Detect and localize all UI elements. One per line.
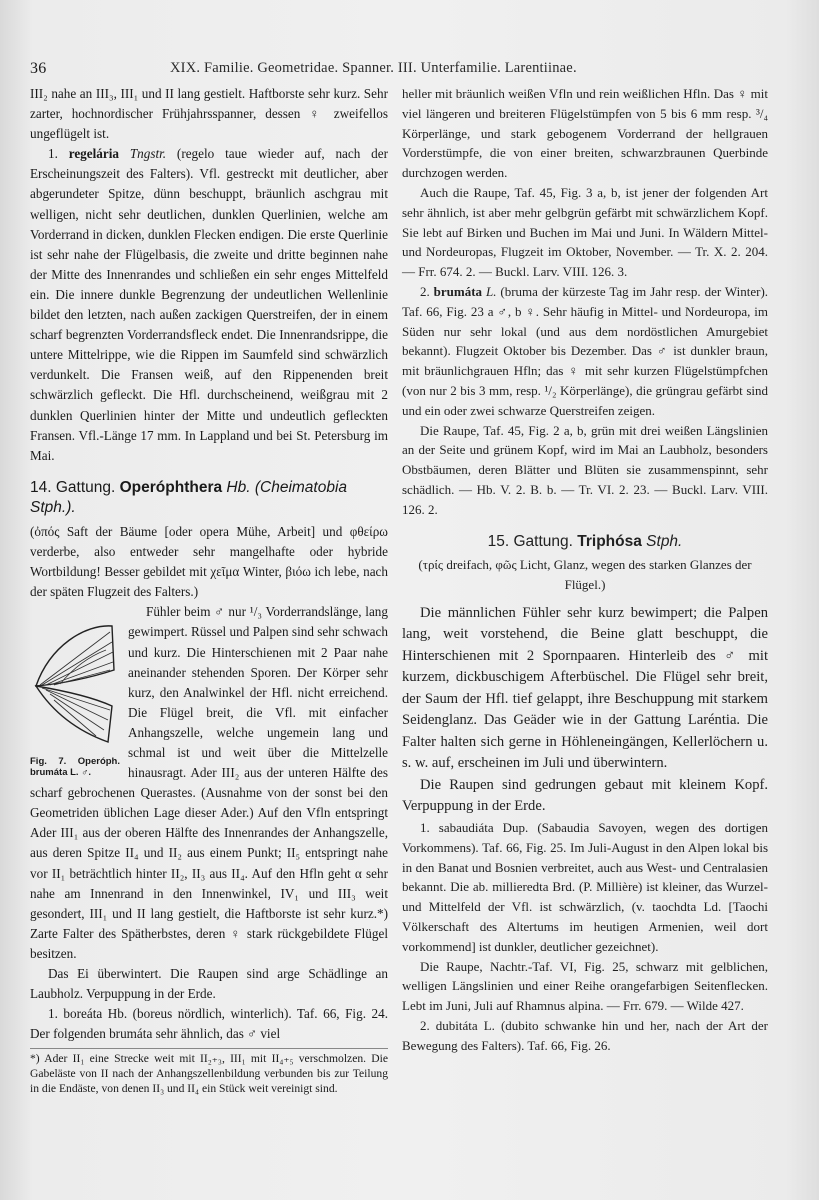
genus-15-etymology: (τρίς dreifach, φῶς Licht, Glanz, wegen des starken Glanzes der Flügel.) <box>418 557 752 593</box>
genus-label: 15. Gattung. <box>487 532 573 550</box>
species-regelaria <box>30 144 388 466</box>
brumata-larva: Die Raupe, Taf. 45, Fig. 2 a, b, grün mit drei weißen Längslinien an der Seite und grünem Kopf, wird im Mai an Laubholz, besonders Obstbäumen, deren Blätter und Blüten sie zusammenspinnt, sehr schädlich. — Hb. V. 2. B. b. — Tr. VI. 2. 23. — Buckl. Larv. VIII. 126. 2. <box>402 422 768 517</box>
figure-operophthera-wing <box>30 606 120 778</box>
left-column <box>30 84 388 1096</box>
species-brumata <box>402 282 768 421</box>
species-author: Tngstr. <box>129 146 167 162</box>
page-number: 36 <box>30 60 47 77</box>
paragraph-genus-13-end: III₂ nahe an III₃, III₁ und II lang gestielt. Haftborste sehr kurz. Sehr zarter, hochnordischer Frühjahrsspanner, dessen ♀ zweifellos ungeflügelt ist. <box>30 86 388 142</box>
genus-15-description: Die männlichen Fühler sehr kurz bewimpert; die Palpen lang, weit vorstehend, die Beine glatt beschuppt, die Hinterschienen mit 2 Spornpaaren. Hinterleib des ♂ mit kurzem, dickbuschigem Afterbüschel. Die Flügel sehr breit, der Saum der Hfl. tief gelappt, ihre Beschuppung mit starkem Seidenglanz. Das Geäder wie in der Gattung Laréntia. Die Falter halten sich gerne in Höhleneingängen, Kellerlöchern u. s. w. auf, erscheinen im Juli und überwintern. <box>402 604 768 772</box>
genus-14-etymology: (ὀπός Saft der Bäume [oder opera Mühe, Arbeit] und φθείρω verderbe, also entweder sehr mangelhafte oder hybride Wortbildung! Besser gebildet mit χεῖμα Winter, βιόω ich lebe, nach der späten Flugzeit des Falters.) <box>30 523 388 600</box>
species-boreata: 1. boreáta Hb. (boreus nördlich, winterlich). Taf. 66, Fig. 24. Der folgenden brumáta sehr ähnlich, das ♂ viel <box>30 1006 388 1042</box>
species-description: (regelo taue wieder auf, nach der Erscheinungszeit des Falters). Vfl. gestreckt mit deutlicher, aber abgerundeter Spitze, dünn beschuppt, bräunlich aschgrau mit welligen, nicht sehr deutlichen, dunklen Querlinien, welche am Vorderrand in dicken, dunklen Flecken endigen. Die erste Querlinie ist sehr nahe der Flügelbasis, die zweite und dritte beginnen nahe der Mitte des Innenrandes und schließen ein sehr enges Mittelfeld ein. Die innere dunkle Begrenzung der undeutlichen Wellenlinie bildet den letzten, nach außen zackigen Querstreifen, der in einem scharf begrenzten Vorderrandsfleck endet. Die Innenrandsrippe, die untere Mittelrippe, wie die Rippen im Saumfeld sind schwärzlich verdunkelt. Die Fransen weiß, auf den Rippenenden breit schwärzlich gefleckt. Die Hfl. durchscheinend, weißgrau mit 2 dunklen Querlinien hinter der Mitte und undeutlich gefleckten Fransen. Vfl.-Länge 17 mm. In Lappland und bei St. Petersburg im Mai. <box>30 146 389 463</box>
genus-15-larva: Die Raupen sind gedrungen gebaut mit kleinem Kopf. Verpuppung in der Erde. <box>402 776 768 815</box>
species-dubitata: 2. dubitáta L. (dubito schwanke hin und her, nach der Art der Bewegung des Falters). Taf. 66, Fig. 26. <box>402 1017 768 1053</box>
boreata-continued: heller mit bräunlich weißen Vfln und rein weißlichen Hfln. Das ♀ mit viel längeren und breiteren Flügelstümpfen von 5 bis 6 mm resp. ³/₄ Körperlänge, und stark gebogenem Vorderrand der hellgrauen Vorderstümpfe, die von einer breiten, schwarzbraunen Querbinde durchzogen werden. <box>402 86 768 181</box>
genus-14-description: Fühler beim ♂ nur ¹/₃ Vorderrandslänge, lang gewimpert. Rüssel und Palpen sind sehr schwach und kurz. Die Hinterschienen mit 2 Paar nahe aneinander stehenden Sporen. Der Körper sehr kurz, den Analwinkel der Hfl. nicht erreichend. Die Flügel breit, die Vfl. mit einfacher Anhangszelle, welche ungemein lang und schmal ist und weit über die Mittelzelle hinausragt. Ader III₂ aus der unteren Hälfte des scharf gebrochenen Querastes. (Ausnahme von der sonst bei den Geometriden üblichen Lage dieser Ader.) Auf den Vfln entspringt Ader III₁ aus der oberen Hälfte des Innenrandes der Anhangszelle, aus deren Spitze II₄ und II₂ aus einem Punkt; II₅ entspringt nahe vor II₁ beträchtlich hinter II₂, II₃ aus II₄. Auf den Hfln geht α sehr nahe am Innenrand in den Innenwinkel, IV₁ und III₃ weit gesondert, III₁ und II lang gestielt, die Haftborste ist sehr kurz.*) Zarte Falter des Spätherbstes, deren ♀ stark rückgebildete Flügel besitzen. <box>30 604 388 961</box>
species-number: 1. <box>48 146 58 162</box>
species-number: 2. <box>420 283 430 299</box>
genus-name: Operóphthera <box>119 478 223 496</box>
genus-14-heading <box>30 478 388 518</box>
species-author: L. <box>485 283 497 299</box>
species-name: regelária <box>68 146 119 162</box>
genus-name: Triphósa <box>577 532 642 550</box>
genus-14-egg-larva: Das Ei überwintert. Die Raupen sind arge Schädlinge an Laubholz. Verpuppung in der Erde. <box>30 966 388 1002</box>
right-column <box>402 84 768 1055</box>
sabaudiata-larva: Die Raupe, Nachtr.-Taf. VI, Fig. 25, schwarz mit gelblichen, welligen Längslinien und einer Reihe orangefarbigen Seitenflecken. Lebt im Juni, Juli auf Rhamnus alpina. — Frr. 679. — Wilde 427. <box>402 958 768 1014</box>
genus-15-heading <box>402 532 768 552</box>
wing-venation-drawing <box>30 606 120 756</box>
genus-author: Stph. <box>646 532 683 550</box>
running-title: XIX. Familie. Geometridae. Spanner. III. Unterfamilie. Larentiinae. <box>170 60 577 76</box>
figure-caption: Fig. 7. Operóph. brumáta L. ♂. <box>30 756 120 779</box>
species-sabaudiata: 1. sabaudiáta Dup. (Sabaudia Savoyen, wegen des dortigen Vorkommens). Taf. 66, Fig. 25. Im Juli-August in den Alpen lokal bis in den Banat und Bosnien verbreitet, auch aus West- und Centralasien bekannt. Die ab. millierеdta Brd. (P. Millière) ist kleiner, das Wurzel- und Mittelfeld der Vfl. ist schwärzlich, (v. taochdta Ld. [Taochi Völkerschaft des Altertums im heutigen Armenien, weil dort vorkommend] ist dunkler, deutlicher gezeichnet). <box>402 819 768 954</box>
running-header <box>30 60 790 82</box>
footnote: *) Ader II₁ eine Strecke weit mit II₂₊₃, III₁ mit II₄₊₅ verschmolzen. Die Gabeläste von II nach der Anhangszellenbildung verbunden bis zur Teilung in die Endäste, von denen II₃ und II₄ ein Stück weit vereinigt sind. <box>30 1048 388 1096</box>
species-description: (bruma der kürzeste Tag im Jahr resp. der Winter). Taf. 66, Fig. 23 a ♂, b ♀. Sehr häufig in Mittel- und Nordeuropa, im Süden nur sehr lokal (und aus dem nordöstlichen Amurgebiet bekannt). Flugzeit Oktober bis Dezember. Das ♂ ist dunkler braun, mit bräunlichgrauen Hfln; das ♀ mit sehr kurzen Flügelstümpfchen (von nur 2 bis 3 mm, resp. ¹/₂ Körperlänge), die grüngrau gefärbt sind und ein oder zwei schwarze Querstreifen zeigen. <box>402 283 769 418</box>
species-name: brumáta <box>433 283 483 299</box>
genus-label: 14. Gattung. <box>30 478 116 496</box>
boreata-larva: Auch die Raupe, Taf. 45, Fig. 3 a, b, ist jener der folgenden Art sehr ähnlich, ist aber mehr gelbgrün gefärbt mit schwärzlichem Kopf. Sie lebt auf Birken und Buchen im Mai und Juni. In Wäldern Mittel- und Nordeuropas, Flugzeit im Oktober, November. — Tr. X. 2. 204. — Frr. 674. 2. — Buckl. Larv. VIII. 126. 3. <box>402 184 768 280</box>
genus-author: Hb. (Cheimatobia Stph.). <box>30 478 348 516</box>
